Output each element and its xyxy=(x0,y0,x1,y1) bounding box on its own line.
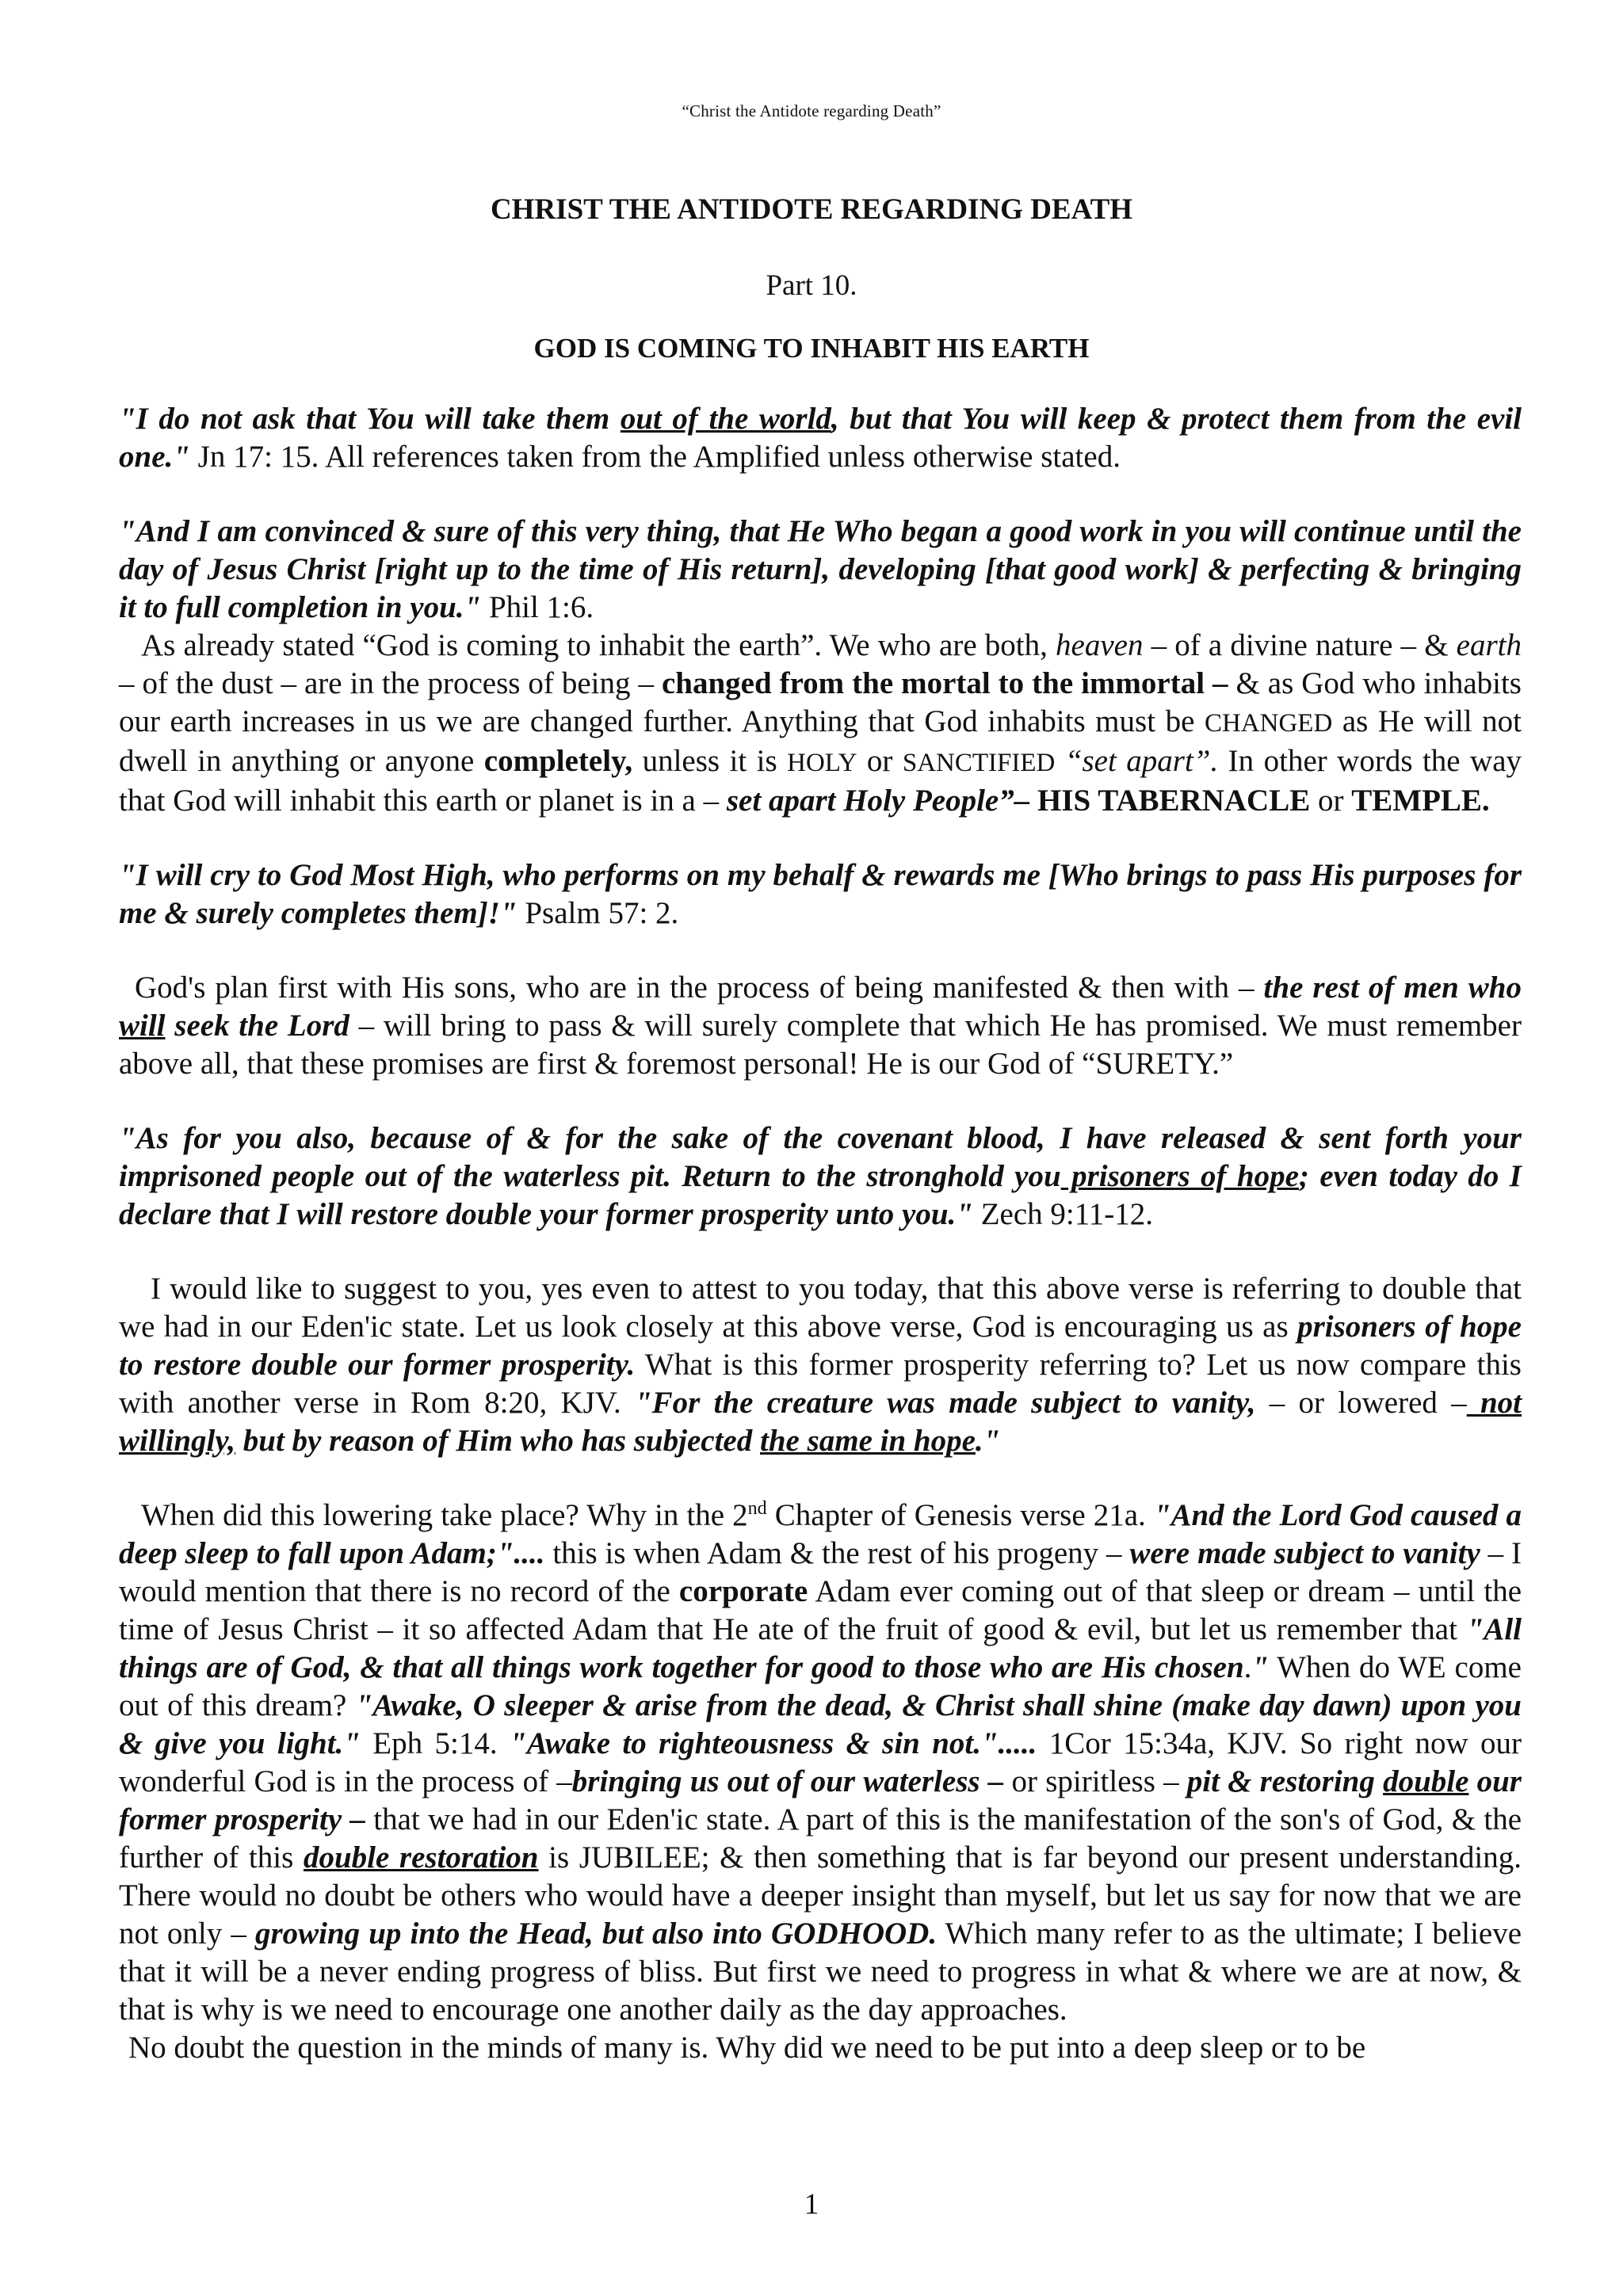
paragraph-scripture-zechariah: "As for you also, because of & for the sake of the covenant blood, I have released & sent forth your imprisoned people out of the waterless pit. Return to the stronghold you prisoners of hope; even today do I declare that I will restore double your former prosperity unto you." Zech 9:11-12. xyxy=(119,1121,1522,1231)
body-text xyxy=(119,400,1522,2067)
page-number: 1 xyxy=(804,2188,819,2221)
paragraph-gods-plan: God's plan first with His sons, who are in the process of being manifested & then with – the rest of men who will seek the Lord – will bring to pass & will surely complete that which He has promised. We must remember above all, that these promises are first & foremost personal! He is our God of “SURETY.” xyxy=(119,971,1522,1081)
running-header: “Christ the Antidote regarding Death” xyxy=(682,101,941,120)
document-title: CHRIST THE ANTIDOTE REGARDING DEATH xyxy=(490,193,1133,226)
paragraph-inhabit-earth: As already stated “God is coming to inhabit the earth”. We who are both, heaven – of a divine nature – & earth – of the dust – are in the process of being – changed from the mortal to the immortal – & as God who inhabits our earth increases in us we are changed further. Anything that God inhabits must be CHANGED as He will not dwell in anything or anyone completely, unless it is HOLY or SANCTIFIED “set apart”. In other words the way that God will inhabit this earth or planet is in a – set apart Holy People”– HIS TABERNACLE or TEMPLE. xyxy=(119,628,1522,818)
part-number: Part 10. xyxy=(766,269,857,302)
paragraph-question: No doubt the question in the minds of many is. Why did we need to be put into a deep sleep or to be xyxy=(128,2031,1366,2065)
section-subtitle: GOD IS COMING TO INHABIT HIS EARTH xyxy=(533,333,1090,364)
paragraph-scripture-psalm: "I will cry to God Most High, who performs on my behalf & rewards me [Who brings to pass His purposes for me & surely completes them]!" Psalm 57: 2. xyxy=(119,858,1522,930)
paragraph-double-prosperity: I would like to suggest to you, yes even to attest to you today, that this above verse is referring to double that we had in our Eden'ic state. Let us look closely at this above verse, God is encouraging us as prisoners of hope to restore double our former prosperity. What is this former prosperity referring to? Let us now compare this with another verse in Rom 8:20, KJV. "For the creature was made subject to vanity, – or lowered – not willingly, but by reason of Him who has subjected the same in hope." xyxy=(119,1272,1522,1458)
paragraph-deep-sleep: When did this lowering take place? Why in the 2nd Chapter of Genesis verse 21a. "And the Lord God caused a deep sleep to fall upon Adam;".... this is when Adam & the rest of his progeny – were made subject to vanity – I would mention that there is no record of the corporate Adam ever coming out of that sleep or dream – until the time of Jesus Christ – it so affected Adam that He ate of the fruit of good & evil, but let us remember that "All things are of God, & that all things work together for good to those who are His chosen." When do WE come out of this dream? "Awake, O sleeper & arise from the dead, & Christ shall shine (make day dawn) upon you & give you light." Eph 5:14. "Awake to righteousness & sin not."..... 1Cor 15:34a, KJV. So right now our wonderful God is in the process of –bringing us out of our waterless – or spiritless – pit & restoring double our former prosperity – that we had in our Eden'ic state. A part of this is the manifestation of the son's of God, & the further of this double restoration is JUBILEE; & then something that is far beyond our present understanding. There would no doubt be others who would have a deeper insight than myself, but let us say for now that we are not only – growing up into the Head, but also into GODHOOD. Which many refer to as the ultimate; I believe that it will be a never ending progress of bliss. But first we need to progress in what & where we are at now, & that is why is we need to encourage one another daily as the day approaches. xyxy=(119,1498,1522,2027)
paragraph-scripture-philippians: "And I am convinced & sure of this very thing, that He Who began a good work in you will continue until the day of Jesus Christ [right up to the time of His return], developing [that good work] & perfecting & bringing it to full completion in you." Phil 1:6. xyxy=(119,514,1522,624)
paragraph-scripture-john: "I do not ask that You will take them out of the world, but that You will keep & protect them from the evil one." Jn 17: 15. All references taken from the Amplified unless otherwise stated. xyxy=(119,402,1522,474)
